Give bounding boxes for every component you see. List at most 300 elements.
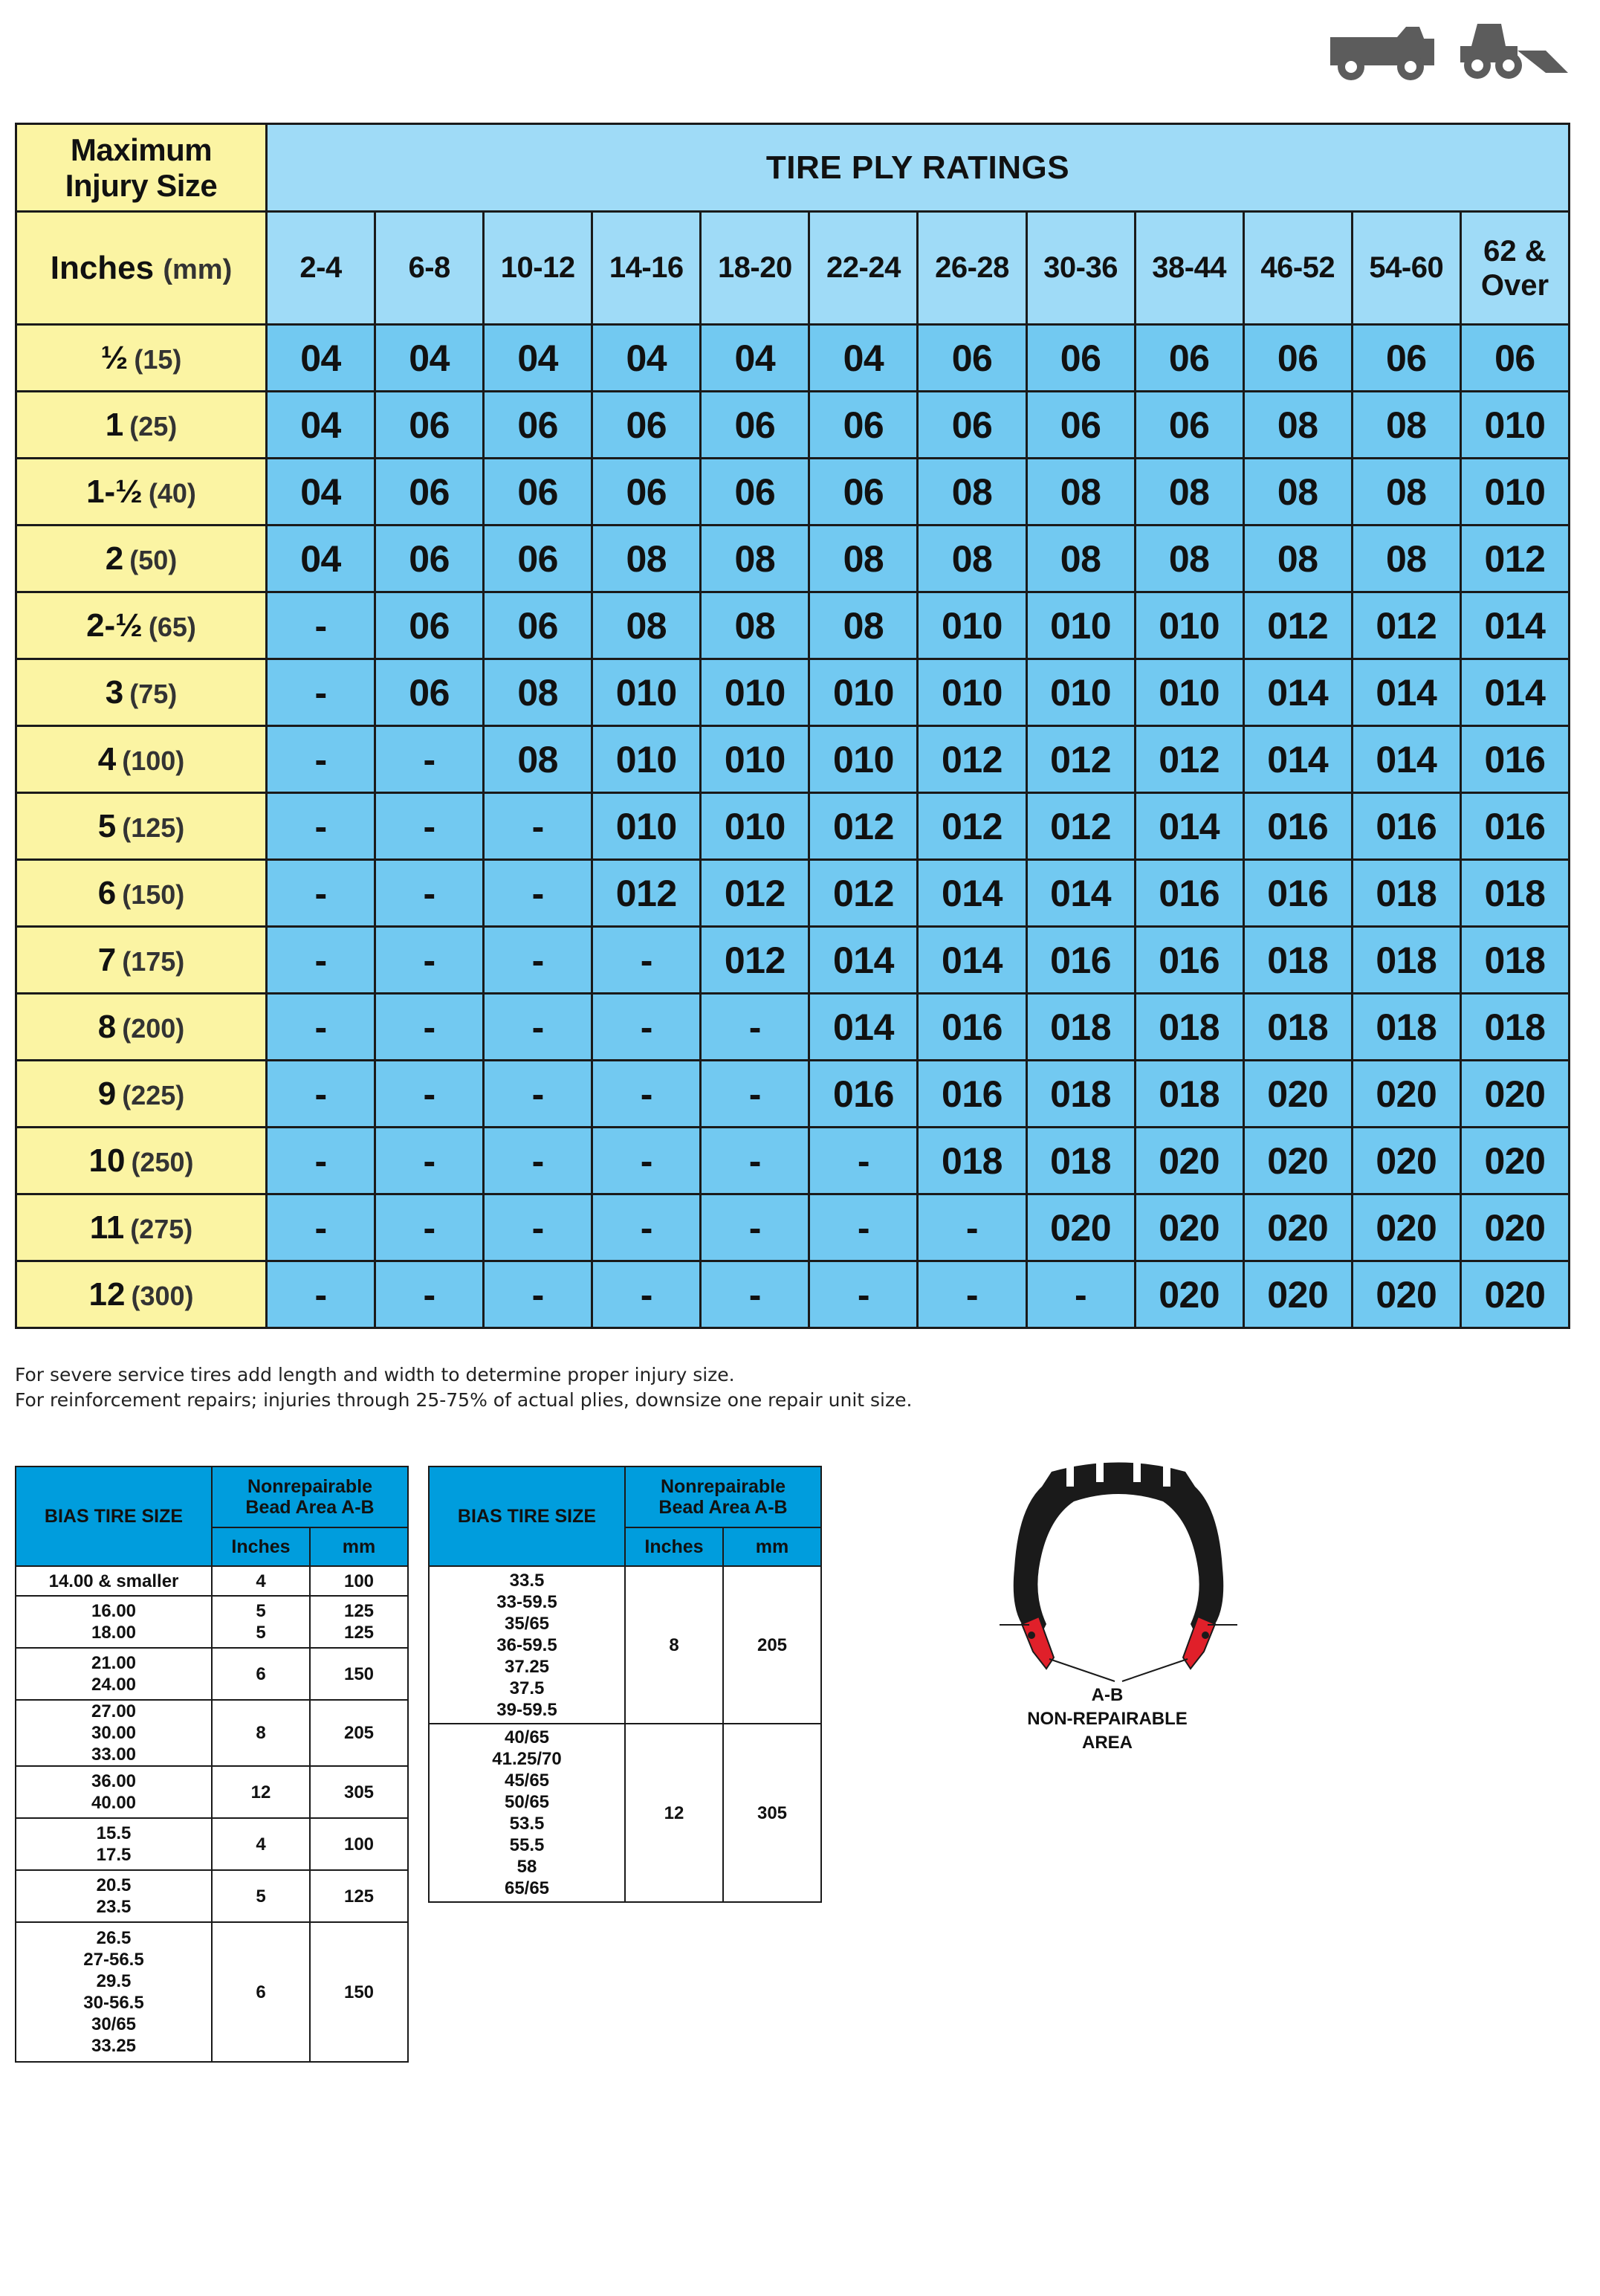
ply-value-cell: 014 [1352, 659, 1460, 726]
ply-value-cell: - [1026, 1261, 1135, 1328]
ply-value-cell: 08 [1352, 526, 1460, 592]
ply-value-cell: 06 [484, 592, 592, 659]
inches-label: Inches [50, 249, 155, 286]
ply-value-cell: 018 [918, 1128, 1026, 1194]
inch-value: 8 [97, 1008, 117, 1045]
table-row [16, 1766, 408, 1818]
notes [15, 1362, 912, 1413]
ply-value-cell: - [267, 726, 375, 793]
ply-rating-table [15, 123, 1570, 1329]
ply-range-header: 14-16 [592, 212, 701, 325]
inch-value: 10 [88, 1142, 126, 1179]
ply-value-cell: 014 [1243, 726, 1352, 793]
ply-value-cell: 06 [1135, 392, 1243, 459]
inch-value: 1 [105, 406, 124, 443]
injury-size-label [16, 392, 267, 459]
ply-value-cell: 06 [375, 659, 484, 726]
ply-value-cell: 020 [1135, 1261, 1243, 1328]
inch-value: 4 [97, 740, 117, 777]
ply-value-cell: 04 [267, 526, 375, 592]
label-area: AREA [1081, 1733, 1133, 1753]
ply-value-cell: 016 [918, 1061, 1026, 1128]
ply-value-cell: 018 [1135, 1061, 1243, 1128]
table-row [429, 1724, 821, 1902]
ply-value-cell: 012 [701, 860, 809, 927]
ply-value-cell: 016 [1460, 726, 1569, 793]
ply-value-cell: 014 [1352, 726, 1460, 793]
ply-value-cell: 020 [1243, 1128, 1352, 1194]
ply-value-cell: 06 [809, 392, 918, 459]
ply-value-cell: 016 [1135, 927, 1243, 994]
mm-label: (mm) [163, 253, 233, 285]
ply-value-cell: 08 [1135, 526, 1243, 592]
label-non-repairable: NON-REPAIRABLE [1027, 1709, 1188, 1729]
bias-inches-cell: 6 [212, 1648, 310, 1700]
ply-value-cell: 014 [918, 860, 1026, 927]
ply-value-cell: - [592, 994, 701, 1061]
table-row [16, 793, 1570, 860]
mm-value: (40) [148, 477, 196, 508]
note-severe-service: For severe service tires add length and width to determine proper injury size. [15, 1364, 735, 1385]
ply-value-cell: 016 [1460, 793, 1569, 860]
ply-value-cell: 010 [809, 726, 918, 793]
ply-value-cell: 04 [267, 325, 375, 392]
bias-inches-cell: 12 [212, 1766, 310, 1818]
ply-value-cell: 020 [1243, 1061, 1352, 1128]
ply-value-cell: - [267, 860, 375, 927]
ply-value-cell: - [267, 927, 375, 994]
injury-size-label [16, 726, 267, 793]
ply-value-cell: - [592, 1128, 701, 1194]
ply-value-cell: 04 [592, 325, 701, 392]
bias-inches-cell: 5 5 [212, 1596, 310, 1648]
ply-value-cell: - [267, 1194, 375, 1261]
ply-value-cell: 016 [809, 1061, 918, 1128]
ply-value-cell: 06 [592, 392, 701, 459]
bias-mm-cell: 125 125 [310, 1596, 408, 1648]
ply-value-cell: - [375, 793, 484, 860]
ply-value-cell: 020 [1460, 1061, 1569, 1128]
table-row [16, 1261, 1570, 1328]
ply-value-cell: - [375, 860, 484, 927]
ply-value-cell: 08 [701, 592, 809, 659]
injury-size-label [16, 1061, 267, 1128]
tire-body [1014, 1461, 1224, 1639]
injury-size-label [16, 1194, 267, 1261]
mm-value: (65) [148, 611, 196, 642]
corner-label-line1: Maximum [70, 132, 213, 167]
ply-value-cell: 06 [1135, 325, 1243, 392]
bias-size-cell: 40/65 41.25/70 45/65 50/65 53.5 55.5 58 65/65 [429, 1724, 625, 1902]
ply-value-cell: 06 [1026, 392, 1135, 459]
ply-value-cell: 020 [1135, 1194, 1243, 1261]
ply-value-cell: - [375, 1061, 484, 1128]
wheel-loader-icon [1460, 24, 1568, 79]
note-reinforcement: For reinforcement repairs; injuries through 25-75% of actual plies, downsize one repair unit size. [15, 1389, 913, 1411]
nonrepairable-bead-header: Nonrepairable Bead Area A-B [625, 1466, 821, 1527]
mm-value: (15) [134, 343, 182, 375]
ply-value-cell: 04 [809, 325, 918, 392]
bias-tire-size-header: BIAS TIRE SIZE [429, 1466, 625, 1566]
ply-range-header: 18-20 [701, 212, 809, 325]
ply-value-cell: 014 [1460, 592, 1569, 659]
ply-value-cell: 08 [1352, 459, 1460, 526]
ply-value-cell: - [375, 1128, 484, 1194]
ply-value-cell: 08 [1135, 459, 1243, 526]
bias-size-cell: 20.5 23.5 [16, 1870, 212, 1922]
ply-value-cell: 08 [484, 659, 592, 726]
ply-value-cell: 012 [918, 793, 1026, 860]
bias-mm-cell: 125 [310, 1870, 408, 1922]
bias-tire-size-header: BIAS TIRE SIZE [16, 1466, 212, 1566]
ply-value-cell: 014 [1026, 860, 1135, 927]
ply-value-cell: 08 [809, 526, 918, 592]
ply-value-cell: 04 [267, 459, 375, 526]
table-row [16, 1061, 1570, 1128]
ply-value-cell: 016 [1352, 793, 1460, 860]
ply-value-cell: - [267, 592, 375, 659]
bias-size-cell: 14.00 & smaller [16, 1566, 212, 1596]
mm-value: (100) [122, 745, 185, 776]
ply-value-cell: 010 [1026, 592, 1135, 659]
table-row [16, 860, 1570, 927]
ply-value-cell: 020 [1352, 1261, 1460, 1328]
table-row [16, 1194, 1570, 1261]
bias-size-cell: 15.5 17.5 [16, 1818, 212, 1870]
table-row [16, 1818, 408, 1870]
ply-range-header: 6-8 [375, 212, 484, 325]
mm-value: (125) [122, 812, 185, 843]
table-row [16, 592, 1570, 659]
ply-value-cell: - [918, 1194, 1026, 1261]
ply-value-cell: 018 [1135, 994, 1243, 1061]
table-row [16, 1700, 408, 1766]
ply-value-cell: 020 [1460, 1261, 1569, 1328]
bias-size-cell: 33.5 33-59.5 35/65 36-59.5 37.25 37.5 39-59.5 [429, 1566, 625, 1724]
ply-value-cell: - [592, 1194, 701, 1261]
table-row [16, 526, 1570, 592]
ply-value-cell: 010 [1460, 392, 1569, 459]
ply-value-cell: - [375, 726, 484, 793]
ply-value-cell: 08 [1026, 526, 1135, 592]
dump-truck-icon [1330, 27, 1434, 80]
ply-value-cell: 012 [1026, 793, 1135, 860]
ply-value-cell: 010 [701, 793, 809, 860]
ply-value-cell: 012 [918, 726, 1026, 793]
ply-value-cell: 08 [809, 592, 918, 659]
ply-value-cell: 020 [1243, 1194, 1352, 1261]
bias-mm-cell: 305 [310, 1766, 408, 1818]
ply-value-cell: 012 [1352, 592, 1460, 659]
ply-value-cell: - [918, 1261, 1026, 1328]
ply-value-cell: - [267, 1061, 375, 1128]
non-repairable-area-label [996, 1684, 1219, 1755]
ply-value-cell: 020 [1026, 1194, 1135, 1261]
ply-value-cell: 020 [1135, 1128, 1243, 1194]
injury-size-label [16, 994, 267, 1061]
ply-value-cell: 020 [1352, 1128, 1460, 1194]
ply-value-cell: - [592, 927, 701, 994]
inch-value: 2 [105, 540, 124, 577]
ply-value-cell: 010 [592, 793, 701, 860]
bias-mm-cell: 205 [310, 1700, 408, 1766]
ply-range-header: 26-28 [918, 212, 1026, 325]
ply-value-cell: 020 [1460, 1128, 1569, 1194]
ply-value-cell: 020 [1243, 1261, 1352, 1328]
injury-size-label [16, 793, 267, 860]
inch-value: 6 [97, 874, 117, 911]
label-ab: A-B [1091, 1685, 1124, 1705]
ply-value-cell: 018 [1352, 860, 1460, 927]
inch-value: 2-½ [86, 607, 143, 644]
table-row [16, 1596, 408, 1648]
tire-ply-ratings-title: TIRE PLY RATINGS [267, 124, 1570, 212]
pointer-lines [1049, 1659, 1188, 1681]
max-injury-size-header [16, 124, 267, 212]
ply-value-cell: 08 [1352, 392, 1460, 459]
inches-header: Inches [625, 1527, 723, 1566]
bias-size-cell: 27.00 30.00 33.00 [16, 1700, 212, 1766]
ply-range-header: 46-52 [1243, 212, 1352, 325]
ply-range-header: 2-4 [267, 212, 375, 325]
ply-value-cell: - [701, 1128, 809, 1194]
table-row [16, 1566, 408, 1596]
ply-value-cell: 012 [809, 860, 918, 927]
ply-value-cell: - [484, 1128, 592, 1194]
mm-value: (25) [129, 410, 178, 442]
ply-value-cell: - [809, 1194, 918, 1261]
bias-tire-table-1 [15, 1466, 409, 2063]
ply-value-cell: 018 [1026, 1128, 1135, 1194]
mm-value: (250) [131, 1146, 194, 1177]
ply-value-cell: - [484, 1261, 592, 1328]
bias-inches-cell: 6 [212, 1922, 310, 2062]
ply-value-cell: - [701, 1194, 809, 1261]
ply-value-cell: 06 [375, 526, 484, 592]
ply-value-cell: 010 [1026, 659, 1135, 726]
mm-value: (275) [130, 1213, 193, 1244]
ply-value-cell: - [267, 793, 375, 860]
bias-mm-cell: 205 [723, 1566, 821, 1724]
ply-range-header: 22-24 [809, 212, 918, 325]
ply-value-cell: 06 [809, 459, 918, 526]
ply-value-cell: 06 [1460, 325, 1569, 392]
table-row [16, 1870, 408, 1922]
ply-range-header: 10-12 [484, 212, 592, 325]
injury-size-label [16, 659, 267, 726]
vehicle-icons [1323, 16, 1575, 83]
ply-value-cell: 06 [375, 459, 484, 526]
ply-value-cell: - [375, 927, 484, 994]
ply-value-cell: 06 [701, 459, 809, 526]
ply-value-cell: - [701, 1061, 809, 1128]
ply-value-cell: 08 [1026, 459, 1135, 526]
ply-value-cell: 06 [484, 526, 592, 592]
ply-value-cell: 018 [1460, 860, 1569, 927]
injury-size-label [16, 592, 267, 659]
ply-value-cell: 012 [1460, 526, 1569, 592]
ply-value-cell: 016 [1243, 793, 1352, 860]
ply-value-cell: 06 [1243, 325, 1352, 392]
ply-value-cell: 08 [1243, 526, 1352, 592]
ply-value-cell: 016 [1026, 927, 1135, 994]
bias-inches-cell: 12 [625, 1724, 723, 1902]
ply-value-cell: 06 [375, 392, 484, 459]
ply-value-cell: 012 [809, 793, 918, 860]
bias-inches-cell: 5 [212, 1870, 310, 1922]
ply-value-cell: 018 [1243, 994, 1352, 1061]
ply-value-cell: 018 [1243, 927, 1352, 994]
inch-value: 5 [97, 807, 117, 844]
ply-value-cell: 014 [1243, 659, 1352, 726]
ply-value-cell: 08 [918, 526, 1026, 592]
bias-mm-cell: 150 [310, 1648, 408, 1700]
ply-value-cell: 08 [918, 459, 1026, 526]
ply-value-cell: 010 [918, 592, 1026, 659]
table-row [16, 994, 1570, 1061]
ply-range-header-62-over [1460, 212, 1569, 325]
mm-value: (175) [122, 945, 185, 977]
inches-mm-header [16, 212, 267, 325]
ply-value-cell: 012 [592, 860, 701, 927]
ply-value-cell: 012 [701, 927, 809, 994]
ply-value-cell: 08 [701, 526, 809, 592]
mm-value: (225) [122, 1079, 185, 1110]
ply-value-cell: 014 [1460, 659, 1569, 726]
ply-value-cell: 06 [701, 392, 809, 459]
corner-label-line2: Injury Size [65, 167, 218, 203]
ply-value-cell: 010 [1135, 659, 1243, 726]
ply-range-header: 38-44 [1135, 212, 1243, 325]
ply-value-cell: 018 [1026, 1061, 1135, 1128]
ply-value-cell: - [267, 1261, 375, 1328]
ply-value-cell: 012 [1243, 592, 1352, 659]
ply-value-cell: 014 [918, 927, 1026, 994]
mm-value: (200) [122, 1012, 185, 1044]
table-row [16, 927, 1570, 994]
inch-value: 3 [105, 673, 124, 711]
ply-value-cell: - [375, 994, 484, 1061]
ply-value-cell: 010 [592, 659, 701, 726]
mm-value: (50) [129, 544, 178, 575]
ply-value-cell: - [701, 1261, 809, 1328]
ply-value-cell: - [809, 1128, 918, 1194]
ply-value-cell: - [592, 1261, 701, 1328]
range-line1: 62 & [1483, 234, 1546, 268]
injury-size-label [16, 1128, 267, 1194]
table-row [16, 392, 1570, 459]
table-row [16, 659, 1570, 726]
ply-value-cell: 04 [267, 392, 375, 459]
ply-value-cell: 020 [1460, 1194, 1569, 1261]
ply-value-cell: 06 [484, 459, 592, 526]
mm-header: mm [723, 1527, 821, 1566]
ply-value-cell: - [375, 1261, 484, 1328]
ply-value-cell: 010 [809, 659, 918, 726]
ply-value-cell: 020 [1352, 1061, 1460, 1128]
inch-value: 12 [88, 1275, 126, 1313]
ply-value-cell: 06 [1352, 325, 1460, 392]
table-row [16, 1128, 1570, 1194]
inch-value: 1-½ [86, 473, 143, 510]
mm-value: (150) [122, 879, 185, 910]
mm-value: (75) [129, 678, 178, 709]
ply-range-header: 30-36 [1026, 212, 1135, 325]
ply-value-cell: 06 [918, 392, 1026, 459]
bias-mm-cell: 100 [310, 1818, 408, 1870]
table-row [429, 1566, 821, 1724]
injury-size-label [16, 1261, 267, 1328]
ply-value-cell: 04 [484, 325, 592, 392]
ply-value-cell: 012 [1135, 726, 1243, 793]
ply-value-cell: - [484, 1194, 592, 1261]
ply-value-cell: 08 [592, 592, 701, 659]
inch-value: ½ [100, 339, 129, 376]
ply-value-cell: 010 [701, 726, 809, 793]
table-row [16, 1648, 408, 1700]
ply-value-cell: 016 [1243, 860, 1352, 927]
bias-inches-cell: 8 [625, 1566, 723, 1724]
ply-value-cell: 014 [809, 927, 918, 994]
bias-size-cell: 16.00 18.00 [16, 1596, 212, 1648]
ply-value-cell: 08 [1243, 392, 1352, 459]
ply-range-header: 54-60 [1352, 212, 1460, 325]
ply-value-cell: 018 [1352, 994, 1460, 1061]
ply-value-cell: 018 [1460, 994, 1569, 1061]
ply-value-cell: - [267, 1128, 375, 1194]
ply-value-cell: - [484, 793, 592, 860]
bias-size-cell: 26.5 27-56.5 29.5 30-56.5 30/65 33.25 [16, 1922, 212, 2062]
ply-value-cell: - [267, 994, 375, 1061]
injury-size-label [16, 459, 267, 526]
table-row [16, 459, 1570, 526]
bias-mm-cell: 150 [310, 1922, 408, 2062]
ply-value-cell: 010 [1460, 459, 1569, 526]
ply-value-cell: 016 [918, 994, 1026, 1061]
ply-value-cell: 010 [918, 659, 1026, 726]
ply-value-cell: 06 [592, 459, 701, 526]
ply-value-cell: 018 [1352, 927, 1460, 994]
ply-value-cell: 018 [1460, 927, 1569, 994]
nonrepairable-bead-header: Nonrepairable Bead Area A-B [212, 1466, 408, 1527]
ply-value-cell: 018 [1026, 994, 1135, 1061]
bias-tire-table-2 [428, 1466, 822, 1903]
ply-value-cell: 06 [918, 325, 1026, 392]
ply-value-cell: - [809, 1261, 918, 1328]
ply-value-cell: 04 [375, 325, 484, 392]
bias-inches-cell: 4 [212, 1818, 310, 1870]
ply-value-cell: 016 [1135, 860, 1243, 927]
ply-value-cell: 04 [701, 325, 809, 392]
inches-header: Inches [212, 1527, 310, 1566]
inch-value: 7 [97, 941, 117, 978]
inch-value: 9 [97, 1075, 117, 1112]
ply-value-cell: 010 [592, 726, 701, 793]
ply-value-cell: 014 [1135, 793, 1243, 860]
ply-value-cell: 020 [1352, 1194, 1460, 1261]
range-line2: Over [1480, 268, 1549, 302]
ply-value-cell: - [484, 1061, 592, 1128]
ply-value-cell: 012 [1026, 726, 1135, 793]
ply-value-cell: - [484, 994, 592, 1061]
table-row [16, 325, 1570, 392]
injury-size-label [16, 325, 267, 392]
ply-value-cell: - [592, 1061, 701, 1128]
injury-size-label [16, 526, 267, 592]
ply-value-cell: 06 [484, 392, 592, 459]
bias-inches-cell: 4 [212, 1566, 310, 1596]
mm-header: mm [310, 1527, 408, 1566]
